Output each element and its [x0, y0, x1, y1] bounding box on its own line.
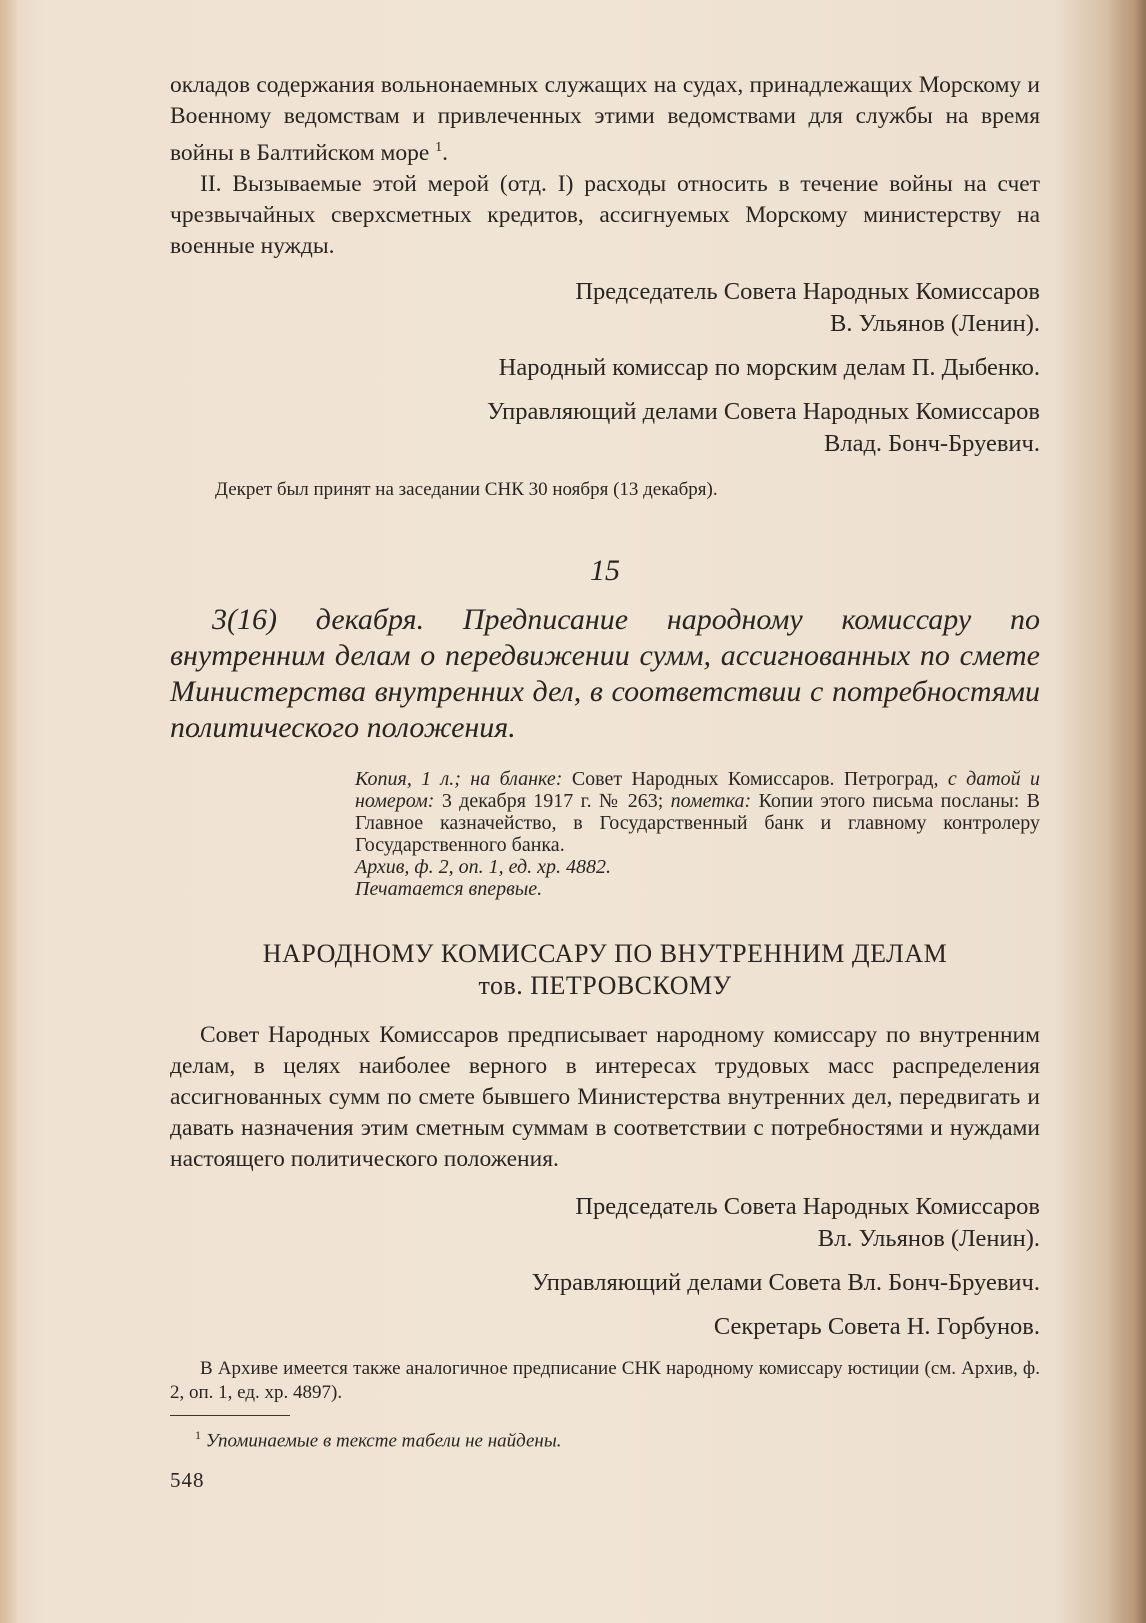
signature-chairman2-name: Вл. Ульянов (Ленин).: [817, 1224, 1040, 1252]
signature-manager2: Управляющий делами Совета Вл. Бонч-Бруевич.: [531, 1268, 1040, 1296]
signature-secretary: Секретарь Совета Н. Горбунов.: [713, 1312, 1040, 1340]
meta-copy-text: Совет Народных Комиссаров. Петроград,: [571, 767, 939, 790]
signature-manager-name: Влад. Бонч-Бруевич.: [824, 429, 1040, 457]
footnote-number: 1: [195, 1427, 201, 1442]
continuation-text: окладов содержания вольнонаемных служащих на судах, принадлежащих Морскому и Военному ведомствам и привлеченных этими ведомствами для службы на время войны в Балтийском море: [170, 72, 1040, 166]
document-title: [170, 602, 1040, 746]
document-title-text: 3(16) декабря. Предписание народному комиссару по внутренним делам о передвижении сумм, ассигнованных по смете Министерства внутренних дел, в соответствии с потребностями политического положения.: [170, 602, 1040, 744]
page-content: [170, 70, 1040, 1493]
footnote-marker: 1: [435, 140, 443, 155]
signature-navy-commissar: Народный комиссар по морским делам П. Дыбенко.: [498, 353, 1040, 381]
meta-date-text: 3 декабря 1917 г. № 263;: [441, 789, 664, 812]
addressee-line-2: тов. ПЕТРОВСКОМУ: [478, 970, 732, 1000]
meta-printed: Печатается впервые.: [355, 877, 543, 900]
meta-mark-text: Копии этого письма посланы: В Главное казначейство, в Государственный банк и главному контролеру Государственного банка.: [355, 789, 1040, 856]
document-metadata: [355, 768, 1040, 856]
page-number: 548: [170, 1468, 205, 1493]
signature-chairman-title: Председатель Совета Народных Комиссаров: [575, 277, 1040, 305]
meta-mark-label: пометка:: [670, 789, 752, 812]
footnote: [195, 1428, 1040, 1452]
addressee-line-1: НАРОДНОМУ КОМИССАРУ ПО ВНУТРЕННИМ ДЕЛАМ: [262, 938, 948, 968]
meta-date-label: с датой и номером:: [355, 767, 1041, 812]
meta-copy-label: Копия, 1 л.; на бланке:: [355, 767, 563, 790]
body-paragraph: Совет Народных Комиссаров предписывает народному комиссару по внутренним делам, в целях наиболее верного в интересах трудовых масс распределения ассигнованных сумм по смете бывшего Министерства внутренних дел, передвигать и давать назначения этим сметным суммам в соответствии с потребностями и нуждами настоящего политического положения.: [170, 1021, 1040, 1172]
signature-chairman2-title: Председатель Совета Народных Комиссаров: [575, 1192, 1040, 1220]
decree-note: Декрет был принят на заседании СНК 30 ноября (13 декабря).: [215, 478, 718, 500]
meta-archive: Архив, ф. 2, оп. 1, ед. хр. 4882.: [355, 855, 611, 878]
archive-note: В Архиве имеется также аналогичное предписание СНК народному комиссару юстиции (см. Архив, ф. 2, оп. 1, ед. хр. 4897).: [170, 1357, 1040, 1403]
page-right-edge: [1106, 0, 1146, 1623]
continuation-paragraph: [170, 70, 1040, 169]
signature-manager-title: Управляющий делами Совета Народных Комиссаров: [486, 397, 1040, 425]
page-left-edge: [0, 0, 18, 1623]
continuation-end: .: [442, 139, 449, 166]
section-ii-paragraph: II. Вызываемые этой мерой (отд. I) расходы относить в течение войны на счет чрезвычайных сверхсметных кредитов, ассигнуемых Морскому министерству на военные нужды.: [170, 170, 1040, 259]
footnote-text: Упоминаемые в тексте табели не найдены.: [205, 1430, 562, 1452]
document-number: 15: [590, 553, 620, 587]
signature-chairman-name: В. Ульянов (Ленин).: [830, 309, 1040, 337]
